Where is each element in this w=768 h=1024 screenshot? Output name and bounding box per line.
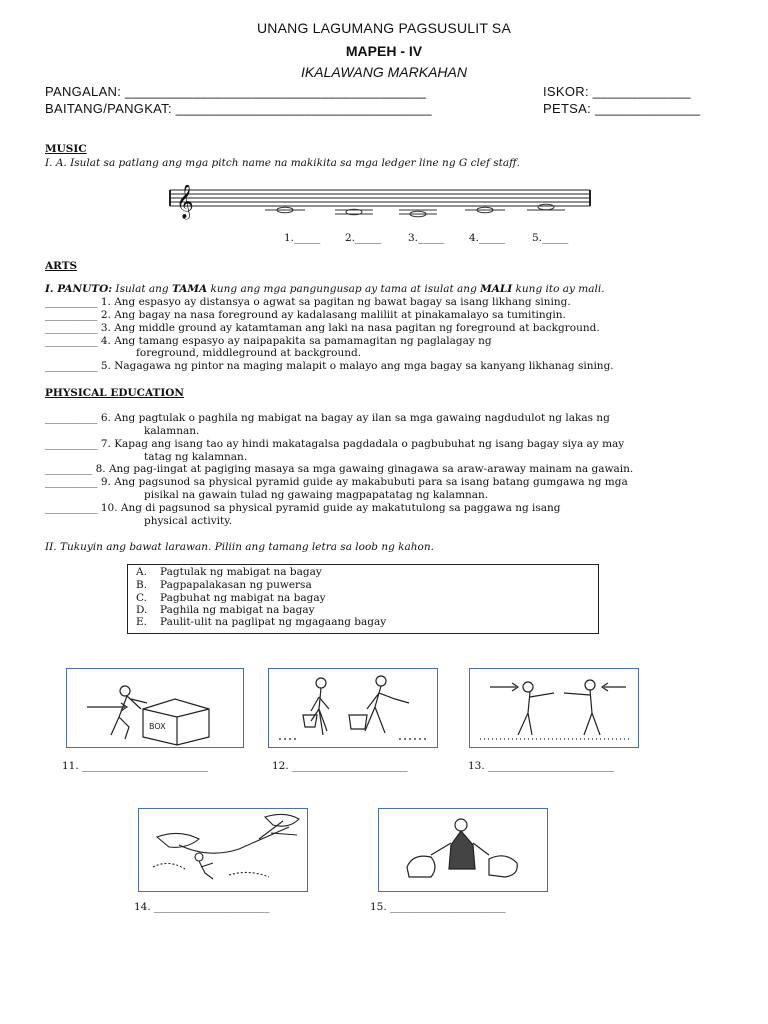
person-pushing-box-illustration (67, 669, 243, 747)
choice-b: B. Pagpapalakasan ng puwersa (136, 579, 312, 591)
person-with-sacks-illustration (379, 809, 547, 891)
people-carrying-buckets-illustration (269, 669, 437, 747)
picture-13-pushing-hands (469, 668, 639, 748)
music-instruction: I. A. Isulat sa patlang ang mga pitch name na makikita sa mga ledger line ng G clef staff. (45, 157, 520, 169)
arts-item-4: __________ 4. Ang tamang espasyo ay naipapakita sa pamamagitan ng paglalagay ng (45, 335, 492, 347)
music-blank-1[interactable]: 1._____ (284, 232, 321, 244)
pe-heading: PHYSICAL EDUCATION (45, 387, 185, 399)
pe-item-10: __________ 10. Ang di pagsunod sa physical pyramid guide ay makatutulong sa paggawa ng isang (45, 502, 561, 514)
answer-12[interactable]: 12. ______________________ (272, 760, 408, 772)
arts-item-1: __________ 1. Ang espasyo ay distansya o agwat sa pagitan ng bawat bagay sa isang likhang sining. (45, 296, 571, 308)
choice-a: A. Pagtulak ng mabigat na bagay (136, 566, 322, 578)
date-field[interactable]: PETSA: ______________ (543, 101, 701, 116)
answer-11[interactable]: 11. ________________________ (62, 760, 209, 772)
score-field[interactable]: ISKOR: _____________ (543, 84, 691, 99)
pe-item-9-cont: pisikal na gawain tulad ng gawaing magpapatatag ng kalamnan. (144, 489, 489, 501)
music-heading: MUSIC (45, 143, 87, 155)
quarter-title: IKALAWANG MARKAHAN (301, 64, 467, 80)
subject-title: MAPEH - IV (345, 43, 423, 59)
pe-item-10-cont: physical activity. (144, 515, 233, 527)
choices-box (127, 564, 599, 634)
music-blank-4[interactable]: 4._____ (469, 232, 506, 244)
exam-title: UNANG LAGUMANG PAGSUSULIT SA (256, 20, 512, 36)
music-blank-2[interactable]: 2._____ (345, 232, 382, 244)
person-pulling-tree-illustration (139, 809, 307, 891)
picture-14-pulling (138, 808, 308, 892)
music-blank-5[interactable]: 5._____ (532, 232, 569, 244)
arts-item-2: __________ 2. Ang bagay na nasa foreground ay kadalasang maliliit at pinakamalayo sa tumitingin. (45, 309, 566, 321)
arts-item-3: __________ 3. Ang middle ground ay katamtaman ang laki na nasa pagitan ng foreground at background. (45, 322, 600, 334)
part2-instruction: II. Tukuyin ang bawat larawan. Piliin ang tamang letra sa loob ng kahon. (45, 541, 434, 553)
arts-item-4-cont: foreground, middleground at background. (136, 347, 362, 359)
choice-c: C. Pagbuhat ng mabigat na bagay (136, 592, 326, 604)
grade-section-field[interactable]: BAITANG/PANGKAT: __________________________________ (45, 101, 432, 116)
picture-15-moving-bags (378, 808, 548, 892)
pe-item-9: __________ 9. Ang pagsunod sa physical pyramid guide ay makabubuti para sa isang batang gumgawa ng mga (45, 476, 628, 488)
g-clef-icon: 𝄞 (176, 185, 194, 219)
panuto-label: I. PANUTO: (45, 283, 113, 295)
mali-keyword: MALI (480, 283, 513, 295)
arts-instruction: I. PANUTO: Isulat ang TAMA kung ang mga pangungusap ay tama at isulat ang MALI kung ito ay mali. (45, 283, 605, 295)
arts-item-5: __________ 5. Nagagawa ng pintor na maging malapit o malayo ang mga bagay sa kanyang likhanag sining. (45, 360, 614, 372)
pe-item-6-cont: kalamnan. (144, 425, 200, 437)
pe-item-7: __________ 7. Kapag ang isang tao ay hindi makatagalsa pagdadala o pagbubuhat ng isang bagay siya ay may (45, 438, 625, 450)
choice-e: E. Paulit-ulit na paglipat ng mgagaang bagay (136, 616, 387, 628)
tama-keyword: TAMA (172, 283, 208, 295)
two-people-pushing-hands-illustration (470, 669, 638, 747)
name-field[interactable]: PANGALAN: ________________________________________ (45, 84, 427, 99)
svg-text:BOX: BOX (149, 722, 166, 731)
answer-13[interactable]: 13. ________________________ (468, 760, 615, 772)
pe-item-6: __________ 6. Ang pagtulak o paghila ng mabigat na bagay ay ilan sa mga gawaing nagdudulot ng lakas ng (45, 412, 610, 424)
picture-12-carrying (268, 668, 438, 748)
answer-14[interactable]: 14. ______________________ (134, 901, 270, 913)
pe-item-7-cont: tatag ng kalamnan. (144, 451, 248, 463)
picture-11-pushing (66, 668, 244, 748)
arts-heading: ARTS (45, 260, 78, 272)
answer-15[interactable]: 15. ______________________ (370, 901, 506, 913)
g-clef-staff (165, 185, 595, 225)
pe-item-8: _________ 8. Ang pag-iingat at pagiging masaya sa mga gawaing ginagawa sa araw-araway mainam na gawain. (45, 463, 634, 475)
music-blank-3[interactable]: 3._____ (408, 232, 445, 244)
choice-d: D. Paghila ng mabigat na bagay (136, 604, 315, 616)
